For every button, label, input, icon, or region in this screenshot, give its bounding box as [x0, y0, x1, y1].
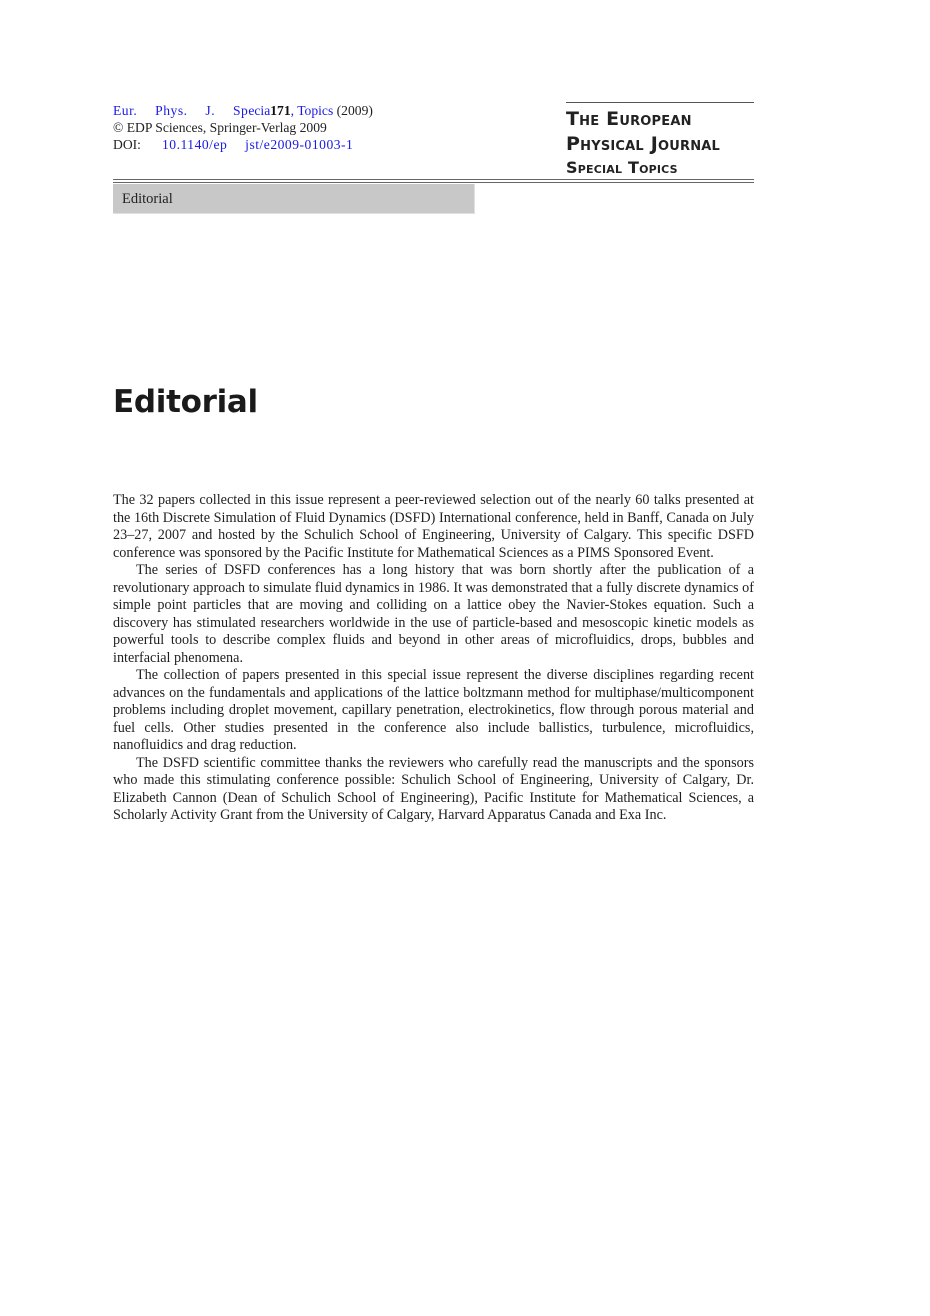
- journal-volume: 171: [270, 103, 291, 118]
- brand-line-3: Special Topics: [566, 158, 678, 177]
- header-rule-top: [113, 179, 754, 180]
- journal-brand: [566, 102, 754, 179]
- paragraph-3: The collection of papers presented in this special issue represent the diverse disciplines regarding recent advances on the fundamentals and applications of the lattice boltzmann method for multiphase/multicomponent problems including droplet movement, capillary penetration, electrokinetics, flow through porous material and fuel cells. Other studies presented in the conference also include ballistics, turbulence, microfluidics, nanofluidics and drag reduction.: [113, 667, 754, 753]
- paragraph-2: The series of DSFD conferences has a long history that was born shortly after the publication of a revolutionary approach to simulate fluid dynamics in 1986. It was demonstrated that a fully discrete dynamics of simple point particles that are moving and colliding on a lattice obey the Navier-Stokes equation. Such a discovery has stimulated researchers worldwide in the use of particle-based and mesoscopic kinetic models as powerful tools to describe complex fluids and beyond in other areas of microfluidics, drops, bubbles and interfacial phenomena.: [113, 562, 754, 666]
- doi-label: DOI:: [113, 137, 141, 152]
- article-body: [113, 492, 754, 825]
- citation-line: [113, 102, 553, 119]
- brand-line-1: The European: [566, 108, 692, 130]
- header-rule-bottom: [113, 182, 754, 183]
- paragraph-1: The 32 papers collected in this issue represent a peer-reviewed selection out of the nearly 60 talks presented at the 16th Discrete Simulation of Fluid Dynamics (DSFD) International conference, held in Banff, Canada on July 23–27, 2007 and hosted by the Schulich School of Engineering, University of Calgary. This specific DSFD conference was sponsored by the Pacific Institute for Mathematical Sciences as a PIMS Sponsored Event.: [113, 492, 754, 561]
- brand-line-2: Physical Journal: [566, 133, 721, 155]
- doi-link[interactable]: 10.1140/ep jst/e2009-01003-1: [162, 137, 354, 152]
- section-tag: Editorial: [113, 184, 475, 214]
- article-title: Editorial: [113, 384, 258, 420]
- citation-block: [113, 102, 553, 153]
- journal-year: (2009): [336, 103, 373, 118]
- copyright-line: © EDP Sciences, Springer-Verlag 2009: [113, 120, 327, 135]
- journal-abbrev-link[interactable]: Eur. Phys. J. Sp: [113, 103, 249, 118]
- journal-topics-link[interactable]: , Topics: [290, 103, 334, 118]
- journal-volume-part-link[interactable]: ecia: [248, 103, 271, 118]
- doi-line: [113, 136, 553, 153]
- paragraph-4: The DSFD scientific committee thanks the reviewers who carefully read the manuscripts and the sponsors who made this stimulating conference possible: Schulich School of Engineering, University of Calgary, Dr. Elizabeth Cannon (Dean of Schulich School of Engineering), Pacific Institute for Mathematical Sciences, a Scholarly Activity Grant from the University of Calgary, Harvard Apparatus Canada and Exa Inc.: [113, 754, 754, 823]
